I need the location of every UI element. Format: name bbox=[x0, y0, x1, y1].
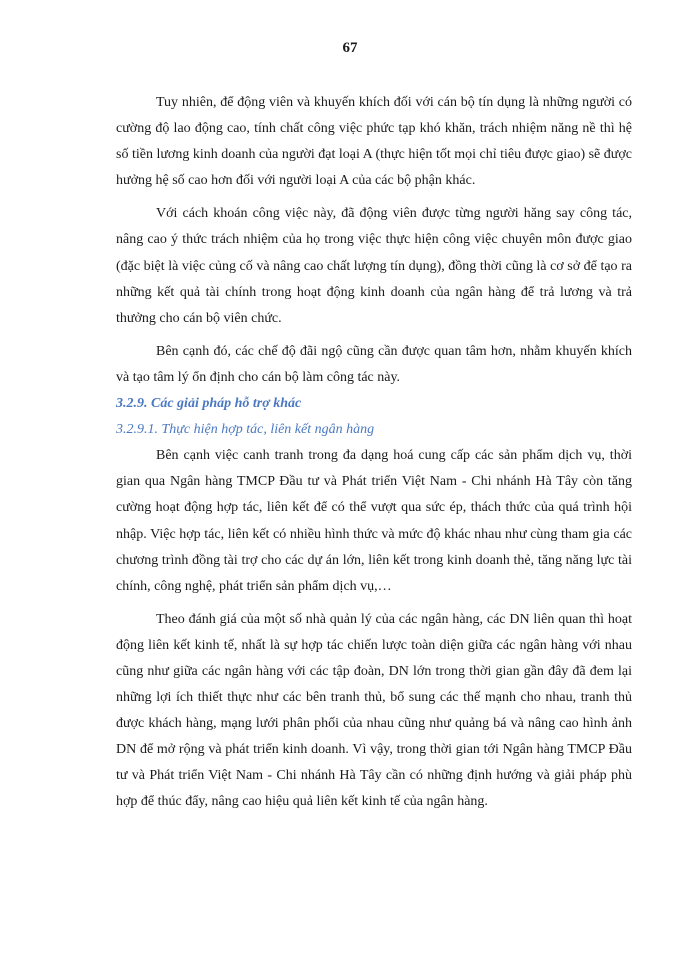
paragraph-work-assignment: Với cách khoán công việc này, đã động viên được từng người hăng say công tác, nâng cao ý thức trách nhiệm của họ trong việc thực hiện công việc chuyên môn được giao (đặc biệt là việc củng cố và nâng cao chất lượng tín dụng), đồng thời cũng là cơ sở để tạo ra những kết quả tài chính trong hoạt động kinh doanh của ngân hàng để trả lương và trả thưởng cho cán bộ viên chức. bbox=[116, 206, 632, 326]
paragraph-credit-staff-incentive: Tuy nhiên, để động viên và khuyến khích đối với cán bộ tín dụng là những người có cường độ lao động cao, tính chất công việc phức tạp khó khăn, trách nhiệm năng nề thì hệ số tiền lương kinh doanh của người đạt loại A (thực hiện tốt mọi chỉ tiêu được giao) sẽ được hưởng hệ số cao hơn đối với người loại A của các bộ phận khác. bbox=[116, 95, 632, 189]
paragraph-benefits: Bên cạnh đó, các chế độ đãi ngộ cũng cần được quan tâm hơn, nhằm khuyến khích và tạo tâm lý ổn định cho cán bộ làm công tác này. bbox=[116, 343, 632, 385]
section-heading: 3.2.9. Các giải pháp hỗ trợ khác bbox=[116, 396, 302, 412]
paragraph-gap bbox=[116, 600, 632, 607]
paragraph-gap bbox=[116, 194, 632, 201]
page-number: 67 bbox=[342, 40, 358, 56]
paragraph-gap bbox=[116, 332, 632, 339]
subsection-heading: 3.2.9.1. Thực hiện hợp tác, liên kết ngân hàng bbox=[116, 422, 375, 438]
page-content bbox=[116, 90, 632, 816]
paragraph-economic-linkage: Theo đánh giá của một số nhà quản lý của các ngân hàng, các DN liên quan thì hoạt động liên kết kinh tế, nhất là sự hợp tác chiến lược toàn diện giữa các ngân hàng với nhau cũng như giữa các ngân hàng với các tập đoàn, DN lớn trong thời gian gần đây đã đem lại những lợi ích thiết thực như các bên tranh thủ, bổ sung các thế mạnh cho nhau, tranh thủ được khách hàng, mạng lưới phân phối của nhau cũng như quảng bá và nâng cao hình ảnh DN để mở rộng và phát triển kinh doanh. Vì vậy, trong thời gian tới Ngân hàng TMCP Đầu tư và Phát triển Việt Nam - Chi nhánh Hà Tây cần có những định hướng và giải pháp phù hợp để thúc đẩy, nâng cao hiệu quả liên kết kinh tế của ngân hàng. bbox=[116, 611, 632, 810]
paragraph-bank-cooperation: Bên cạnh việc canh tranh trong đa dạng hoá cung cấp các sản phẩm dịch vụ, thời gian qua Ngân hàng TMCP Đầu tư và Phát triển Việt Nam - Chi nhánh Hà Tây còn tăng cường hoạt động hợp tác, liên kết để có thể vượt qua sức ép, thách thức của quá trình hội nhập. Việc hợp tác, liên kết có nhiều hình thức và mức độ khác nhau như cùng tham gia các chương trình đồng tài trợ cho các dự án lớn, liên kết trong kinh doanh thẻ, tăng năng lực tài chính, công nghệ, phát triển sản phẩm dịch vụ,… bbox=[116, 448, 632, 594]
